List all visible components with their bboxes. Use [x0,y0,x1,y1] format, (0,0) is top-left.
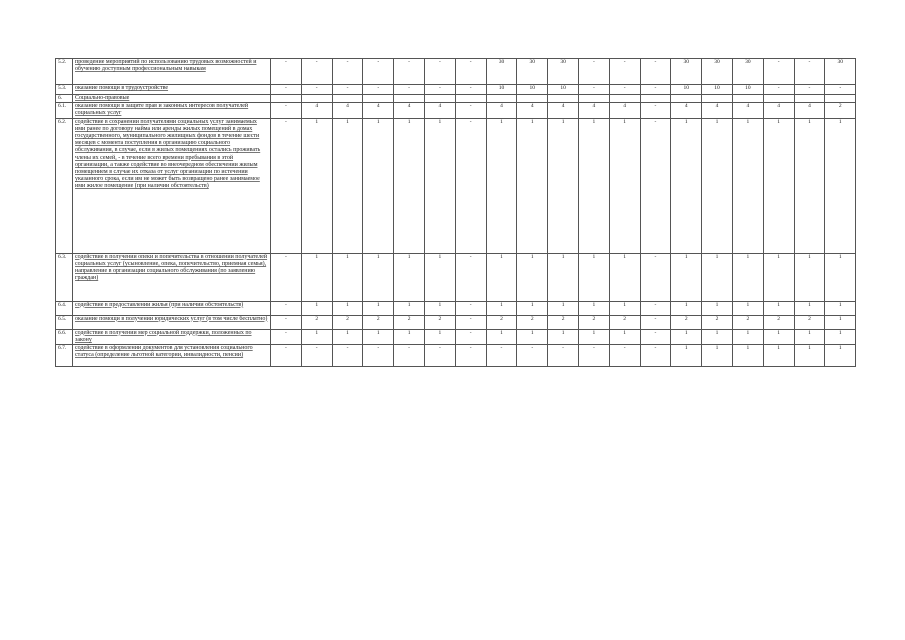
value-cell: 10 [732,85,763,95]
value-cell: 2 [732,315,763,329]
value-cell: - [332,345,363,367]
value-cell: 1 [363,329,394,344]
services-table [55,58,856,367]
value-cell: 1 [332,253,363,301]
value-cell: 1 [394,118,425,253]
value-cell: 4 [702,103,733,118]
service-description: содействие в сохранении получателями социальных услуг занимаемых ими ранее по договору найма или аренды жилых помещений в домах государственного, муниципального жилищных фондов в течение шести месяцев с момента поступления в организацию социального обслуживания, в случае, если в жилых помещениях остались проживать члены их семей, - в течение всего времени пребывания в этой организации, а также содействие во внеочередном обеспечении жилым помещением в случае их отказа от услуг организации по истечении указанного срока, если им не может быть возвращено ранее занимаемое ими жилое помещение (при наличии обстоятельств) [73,118,271,253]
value-cell: 1 [517,301,548,315]
value-cell: 1 [517,118,548,253]
value-cell: - [332,85,363,95]
value-cell: 10 [486,85,517,95]
value-cell: 2 [609,315,640,329]
value-cell: 4 [578,103,609,118]
value-cell: 1 [578,253,609,301]
value-cell: 2 [394,315,425,329]
value-cell: 1 [825,253,856,301]
value-cell: 2 [578,315,609,329]
service-description: Социально-правовые [73,95,271,103]
service-description: содействие в оформлении документов для установления социального статуса (определение льготной категории, инвалидности, пенсии) [73,345,271,367]
value-cell: 1 [609,118,640,253]
value-cell: 1 [486,301,517,315]
value-cell: - [424,345,455,367]
value-cell: - [271,103,302,118]
value-cell: 2 [763,315,794,329]
value-cell: 1 [702,118,733,253]
value-cell [732,95,763,103]
service-description: содействие в получении опеки и попечительства в отношении получателей социальных услуг (усыновление, опека, попечительство, приемная семья), направление в организации социального обслуживания (по заявлению граждан) [73,253,271,301]
row-number: 5.3. [56,85,73,95]
value-cell: 1 [548,329,579,344]
value-cell: 1 [486,253,517,301]
value-cell [702,95,733,103]
value-cell: - [578,345,609,367]
value-cell: 10 [517,85,548,95]
value-cell: - [763,59,794,85]
value-cell: 2 [424,315,455,329]
value-cell: 1 [671,301,702,315]
value-cell [763,95,794,103]
value-cell: - [794,85,825,95]
value-cell: 1 [763,253,794,301]
value-cell: 1 [578,301,609,315]
value-cell: 2 [548,315,579,329]
value-cell: - [301,59,332,85]
value-cell: 1 [486,118,517,253]
value-cell: 1 [609,253,640,301]
value-cell: - [271,301,302,315]
value-cell: 1 [794,118,825,253]
value-cell: 1 [671,345,702,367]
value-cell: 1 [825,118,856,253]
value-cell: - [640,315,671,329]
value-cell: 2 [794,315,825,329]
value-cell: - [394,85,425,95]
row-number: 6. [56,95,73,103]
service-description: содействие в получении мер социальной поддержки, положенных по закону [73,329,271,344]
value-cell: 30 [732,59,763,85]
value-cell: - [763,85,794,95]
value-cell: 4 [763,103,794,118]
value-cell: 4 [517,103,548,118]
value-cell: 1 [424,329,455,344]
value-cell: - [794,59,825,85]
value-cell: - [271,253,302,301]
value-cell [548,95,579,103]
value-cell: - [640,345,671,367]
value-cell: 10 [671,85,702,95]
value-cell: 1 [702,301,733,315]
value-cell [394,95,425,103]
value-cell: - [825,85,856,95]
value-cell [640,95,671,103]
value-cell [271,95,302,103]
value-cell: - [455,59,486,85]
service-description: оказание помощи в получении юридических услуг (в том числе бесплатно) [73,315,271,329]
value-cell: 1 [825,329,856,344]
value-cell: 1 [548,118,579,253]
value-cell: - [455,329,486,344]
value-cell: 2 [486,315,517,329]
value-cell: 1 [825,315,856,329]
value-cell: 2 [702,315,733,329]
value-cell: 1 [732,345,763,367]
value-cell: 1 [424,253,455,301]
value-cell: - [332,59,363,85]
value-cell: 1 [702,329,733,344]
value-cell: - [486,345,517,367]
value-cell: - [271,85,302,95]
value-cell: 1 [825,345,856,367]
value-cell: 1 [671,118,702,253]
value-cell: 1 [363,301,394,315]
value-cell [609,95,640,103]
value-cell: 4 [301,103,332,118]
value-cell: 1 [578,118,609,253]
value-cell: 4 [548,103,579,118]
value-cell: 1 [763,329,794,344]
row-number: 6.6. [56,329,73,344]
row-number: 6.1. [56,103,73,118]
value-cell: 30 [517,59,548,85]
value-cell: 1 [794,345,825,367]
value-cell [671,95,702,103]
value-cell: 1 [332,301,363,315]
value-cell: - [640,103,671,118]
table-row [56,253,856,301]
value-cell: 1 [332,329,363,344]
value-cell: 4 [609,103,640,118]
value-cell: 4 [363,103,394,118]
value-cell: - [455,118,486,253]
value-cell: - [609,345,640,367]
value-cell: - [363,85,394,95]
value-cell: - [363,345,394,367]
row-number: 6.4. [56,301,73,315]
service-description: содействие в предоставлении жилья (при наличии обстоятельств) [73,301,271,315]
value-cell [825,95,856,103]
value-cell: 1 [763,118,794,253]
value-cell: - [271,315,302,329]
value-cell: 1 [301,253,332,301]
value-cell: 1 [301,301,332,315]
value-cell: 1 [732,118,763,253]
value-cell: 1 [332,118,363,253]
value-cell: - [455,301,486,315]
value-cell: 2 [517,315,548,329]
row-number: 5.2. [56,59,73,85]
row-number: 6.3. [56,253,73,301]
value-cell: 1 [301,118,332,253]
value-cell: 1 [548,253,579,301]
value-cell: 4 [794,103,825,118]
value-cell: 10 [702,85,733,95]
value-cell: 1 [671,253,702,301]
table-row [56,103,856,118]
table-row [56,329,856,344]
value-cell: 1 [424,118,455,253]
value-cell: - [548,345,579,367]
value-cell: 1 [609,329,640,344]
table-row [56,301,856,315]
value-cell: - [517,345,548,367]
value-cell: 1 [702,253,733,301]
value-cell: - [640,253,671,301]
value-cell: 1 [548,301,579,315]
value-cell: 1 [301,329,332,344]
value-cell: 2 [332,315,363,329]
value-cell: - [271,118,302,253]
value-cell: - [394,345,425,367]
value-cell [794,95,825,103]
value-cell: 1 [394,329,425,344]
value-cell: 1 [794,301,825,315]
value-cell: 1 [517,329,548,344]
table-row [56,85,856,95]
value-cell: - [394,59,425,85]
value-cell: 1 [825,301,856,315]
value-cell: 1 [732,301,763,315]
value-cell [486,95,517,103]
table-row [56,59,856,85]
value-cell [301,95,332,103]
service-description: проведение мероприятий по использованию трудовых возможностей и обучению доступным профессиональным навыкам [73,59,271,85]
table-row [56,118,856,253]
value-cell: 1 [702,345,733,367]
value-cell: 30 [548,59,579,85]
value-cell: 2 [671,315,702,329]
value-cell: 1 [486,329,517,344]
value-cell: - [640,118,671,253]
value-cell: 30 [702,59,733,85]
value-cell: - [301,345,332,367]
value-cell: 2 [825,103,856,118]
value-cell: - [301,85,332,95]
table-row [56,95,856,103]
value-cell: - [578,85,609,95]
value-cell: - [640,59,671,85]
value-cell: - [271,329,302,344]
value-cell: 2 [363,315,394,329]
value-cell: - [640,85,671,95]
value-cell: - [455,345,486,367]
value-cell [455,95,486,103]
value-cell: 1 [363,118,394,253]
value-cell: - [271,345,302,367]
value-cell: - [640,301,671,315]
value-cell: - [455,85,486,95]
value-cell: 1 [732,329,763,344]
value-cell: 30 [486,59,517,85]
value-cell: - [363,59,394,85]
value-cell: 30 [825,59,856,85]
value-cell: 1 [394,253,425,301]
table-body [56,59,856,367]
value-cell: 4 [394,103,425,118]
row-number: 6.7. [56,345,73,367]
value-cell: 30 [671,59,702,85]
value-cell [517,95,548,103]
service-description: оказание помощи в защите прав и законных интересов получателей социальных услуг [73,103,271,118]
row-number: 6.5. [56,315,73,329]
value-cell: 1 [424,301,455,315]
value-cell: 4 [732,103,763,118]
table-row [56,315,856,329]
value-cell: 1 [363,253,394,301]
value-cell: 2 [301,315,332,329]
value-cell: 1 [394,301,425,315]
value-cell: 1 [794,329,825,344]
table-row [56,345,856,367]
value-cell [332,95,363,103]
value-cell: 4 [424,103,455,118]
value-cell: - [455,315,486,329]
value-cell [578,95,609,103]
value-cell: 1 [763,301,794,315]
value-cell: - [609,59,640,85]
value-cell: - [424,59,455,85]
value-cell: - [609,85,640,95]
value-cell: 4 [486,103,517,118]
value-cell: - [424,85,455,95]
service-description: оказание помощи в трудоустройстве [73,85,271,95]
value-cell: 1 [732,253,763,301]
value-cell: 10 [548,85,579,95]
value-cell: 1 [794,253,825,301]
value-cell: - [455,103,486,118]
value-cell: 4 [332,103,363,118]
value-cell: 1 [578,329,609,344]
value-cell: 1 [671,329,702,344]
value-cell: - [455,253,486,301]
value-cell: - [578,59,609,85]
value-cell: - [271,59,302,85]
value-cell [363,95,394,103]
value-cell: - [640,329,671,344]
value-cell: 1 [517,253,548,301]
value-cell [424,95,455,103]
value-cell: 4 [671,103,702,118]
value-cell: 1 [609,301,640,315]
value-cell: 1 [763,345,794,367]
row-number: 6.2. [56,118,73,253]
